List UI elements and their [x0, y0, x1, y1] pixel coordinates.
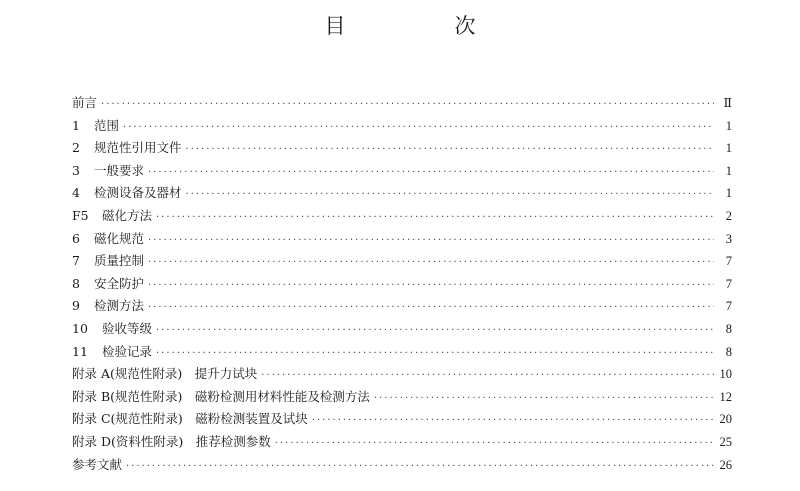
toc-entry-number: 4: [72, 185, 80, 201]
toc-entry-label: [72, 341, 152, 364]
toc-entry-text: 磁化方法: [102, 207, 153, 223]
toc-dot-leader: [148, 275, 714, 298]
toc-dot-leader: [148, 230, 714, 253]
toc-page-number: Ⅱ: [723, 96, 732, 110]
toc-entry-text: 磁化规范: [94, 230, 145, 246]
toc-page-number: 3: [725, 231, 732, 246]
toc-entry-label: [72, 115, 119, 138]
toc-entry-text: 附录 C(规范性附录) 磁粉检测装置及试块: [72, 411, 308, 427]
toc-entry-safety[interactable]: [72, 273, 732, 296]
toc-entry-label: [72, 92, 97, 115]
toc-entry-text: 一般要求: [94, 162, 145, 178]
toc-dot-leader: [186, 139, 714, 162]
toc-entry-equipment[interactable]: [72, 182, 732, 205]
toc-dot-leader: [148, 162, 714, 185]
toc-dot-leader: [374, 388, 714, 411]
toc-entry-appendix-d[interactable]: [72, 431, 732, 454]
toc-entry-number: 7: [72, 253, 80, 269]
toc-dot-leader: [275, 433, 714, 456]
toc-entry-number: F5: [72, 207, 89, 223]
toc-entry-magnetization-spec[interactable]: [72, 228, 732, 251]
toc-entry-scope[interactable]: [72, 115, 732, 138]
toc-entry-label: [72, 160, 144, 183]
toc-page-number: 1: [725, 141, 732, 156]
toc-page-number: 25: [719, 434, 732, 449]
toc-entry-text: 附录 A(规范性附录) 提升力试块: [72, 366, 258, 382]
toc-page-number: 7: [725, 276, 732, 291]
toc-entry-text: 安全防护: [94, 275, 145, 291]
toc-entry-text: 参考文献: [72, 456, 123, 472]
toc-entry-label: [72, 363, 257, 386]
toc-entry-text: 检验记录: [102, 343, 153, 359]
toc-entry-number: 1: [72, 117, 80, 133]
toc-dot-leader: [156, 207, 714, 230]
toc-entry-text: 验收等级: [102, 320, 153, 336]
toc-entry-number: 3: [72, 162, 80, 178]
toc-entry-acceptance-levels[interactable]: [72, 318, 732, 341]
toc-title: 目 次: [324, 14, 520, 38]
toc-entry-label: [72, 228, 144, 251]
toc-entry-text: 附录 B(规范性附录) 磁粉检测用材料性能及检测方法: [72, 388, 370, 404]
toc-entry-text: 检测设备及器材: [94, 185, 182, 201]
toc-entry-foreword[interactable]: [72, 92, 732, 115]
toc-entry-number: 6: [72, 230, 80, 246]
toc-entry-appendix-b[interactable]: [72, 386, 732, 409]
toc-entry-label: [72, 273, 144, 296]
toc-entry-test-method[interactable]: [72, 295, 732, 318]
toc-dot-leader: [261, 365, 714, 388]
toc-entry-label: [72, 408, 308, 431]
toc-dot-leader: [312, 410, 714, 433]
toc-entry-label: [72, 318, 152, 341]
toc-entry-label: [72, 205, 152, 228]
toc-page-number: 1: [725, 186, 732, 201]
toc-entry-number: 9: [72, 298, 80, 314]
toc-entry-number: 2: [72, 140, 80, 156]
toc-entry-number: 8: [72, 275, 80, 291]
toc-entry-appendix-a[interactable]: [72, 363, 732, 386]
toc-entry-label: [72, 250, 144, 273]
toc-dot-leader: [186, 184, 714, 207]
toc-entry-number: 10: [72, 320, 88, 336]
toc-entry-text: 规范性引用文件: [94, 140, 182, 156]
toc-entry-bibliography[interactable]: [72, 454, 732, 477]
toc-entry-magnetization-method[interactable]: [72, 205, 732, 228]
toc-entry-label: [72, 137, 182, 160]
toc-page-number: 1: [725, 118, 732, 133]
toc-dot-leader: [123, 117, 714, 140]
toc-page-number: 10: [719, 367, 732, 382]
toc-page-number: 7: [725, 254, 732, 269]
toc-entry-text: 前言: [72, 95, 98, 110]
toc-list: [72, 92, 732, 476]
toc-entry-general-requirements[interactable]: [72, 160, 732, 183]
toc-entry-label: [72, 295, 144, 318]
toc-page-number: 20: [719, 412, 732, 427]
toc-entry-quality-control[interactable]: [72, 250, 732, 273]
toc-page-number: 8: [725, 321, 732, 336]
toc-entry-normative-references[interactable]: [72, 137, 732, 160]
toc-dot-leader: [156, 343, 714, 366]
toc-entry-number: 11: [72, 343, 88, 359]
toc-entry-text: 检测方法: [94, 298, 145, 314]
toc-entry-label: [72, 386, 370, 409]
toc-entry-label: [72, 182, 182, 205]
toc-dot-leader: [148, 252, 714, 275]
toc-page-number: 8: [725, 344, 732, 359]
toc-page-number: 12: [719, 389, 732, 404]
toc-entry-text: 附录 D(资料性附录) 推荐检测参数: [72, 433, 271, 449]
toc-entry-appendix-c[interactable]: [72, 408, 732, 431]
toc-entry-label: [72, 431, 271, 454]
toc-entry-text: 质量控制: [94, 253, 145, 269]
toc-dot-leader: [101, 94, 714, 117]
toc-dot-leader: [156, 320, 714, 343]
toc-dot-leader: [126, 456, 714, 479]
toc-page-number: 1: [725, 163, 732, 178]
toc-entry-inspection-records[interactable]: [72, 341, 732, 364]
toc-page-number: 2: [725, 208, 732, 223]
toc-dot-leader: [148, 297, 714, 320]
toc-entry-label: [72, 454, 122, 477]
toc-page-number: 7: [725, 299, 732, 314]
toc-entry-text: 范围: [94, 117, 120, 133]
toc-page-number: 26: [719, 457, 732, 472]
